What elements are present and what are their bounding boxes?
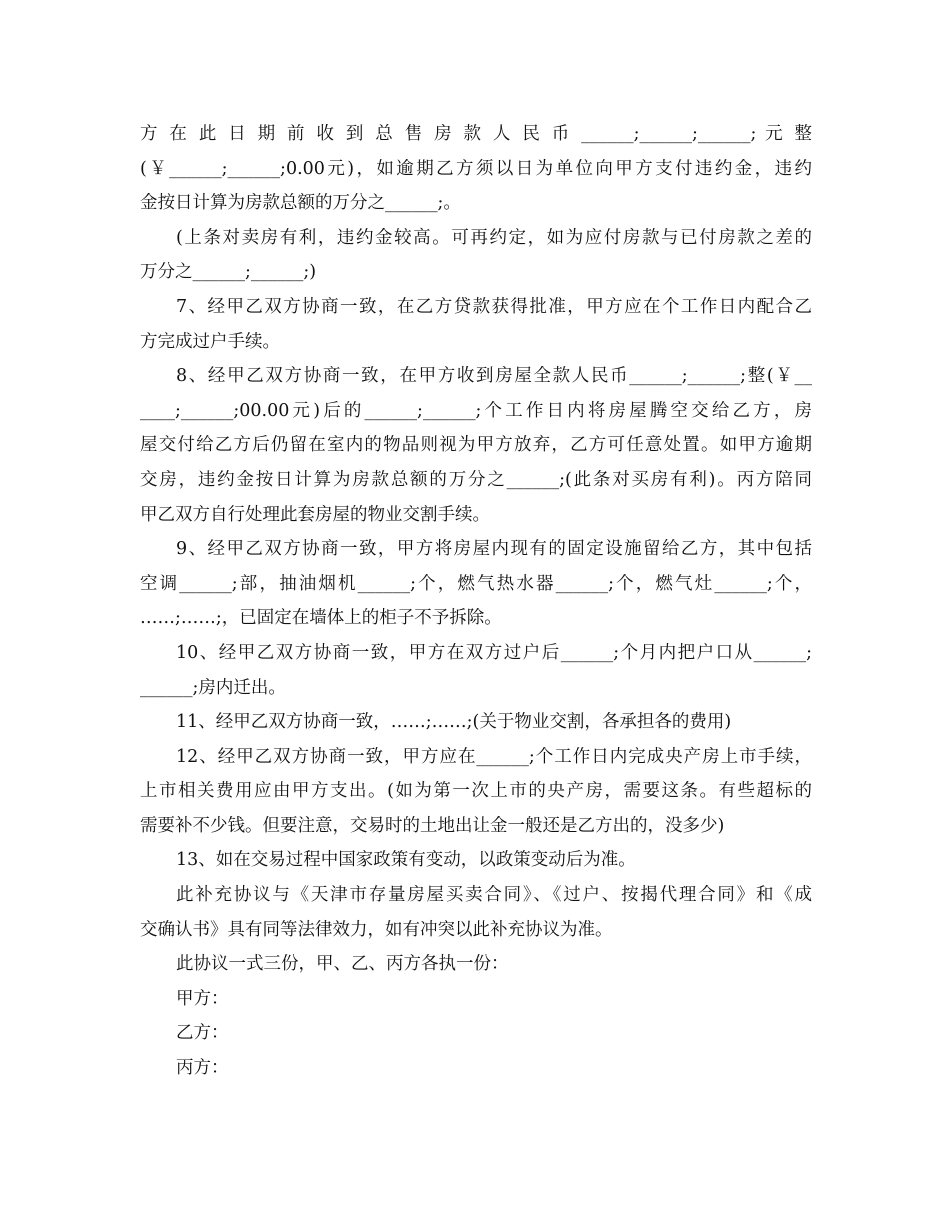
text-line: 10、经甲乙双方协商一致，甲方在双方过户后______;个月内把户口从______;	[176, 642, 812, 663]
text-line: 方 在 此 日 期 前 收 到 总 售 房 款 人 民 币 ______;______;______; 元 整	[140, 124, 812, 144]
text-line: 11、经甲乙双方协商一致，……;……;(关于物业交割，各承担各的费用)	[176, 712, 732, 733]
text-line: (上条对卖房有利，违约金较高。可再约定，如为应付房款与已付房款之差的	[176, 227, 812, 248]
text-line: 此补充协议与《天津市存量房屋买卖合同》、《过户、按揭代理合同》和《成	[176, 885, 812, 906]
text-line: ____;______;00.00元)后的______;______;个工作日内将房屋腾空交给乙方，房	[140, 400, 812, 421]
text-line: 上市相关费用应由甲方支出。(如为第一次上市的央产房，需要这条。有些超标的	[140, 781, 812, 802]
text-line: 13、如在交易过程中国家政策有变动，以政策变动后为准。	[176, 850, 636, 871]
text-line: 甲乙双方自行处理此套房屋的物业交割手续。	[140, 504, 490, 525]
text-line: 此协议一式三份，甲、乙、丙方各执一份：	[176, 954, 509, 975]
text-line: 金按日计算为房款总额的万分之______;。	[140, 193, 461, 214]
text-line: (￥______;______;0.00元)，如逾期乙方须以日为单位向甲方支付违约金，违约	[140, 158, 812, 179]
signature-party-b: 乙方：	[176, 1023, 229, 1044]
text-line: 屋交付给乙方后仍留在室内的物品则视为甲方放弃，乙方可任意处置。如甲方逾期	[140, 435, 812, 456]
text-line: 需要补不少钱。但要注意，交易时的土地出让金一般还是乙方出的，没多少)	[140, 815, 725, 836]
text-line: 方完成过户手续。	[140, 331, 280, 352]
text-line: 交确认书》具有同等法律效力，如有冲突以此补充协议为准。	[140, 919, 613, 940]
text-line: 交房，违约金按日计算为房款总额的万分之______;(此条对买房有利)。丙方陪同	[140, 469, 812, 490]
text-line: 8、经甲乙双方协商一致，在甲方收到房屋全款人民币______;______;整(￥__	[176, 366, 812, 387]
text-line: 空调______;部，抽油烟机______;个，燃气热水器______;个，燃气灶______;个，	[140, 573, 812, 594]
text-line: 12、经甲乙双方协商一致，甲方应在______;个工作日内完成央产房上市手续，	[176, 746, 812, 767]
text-line: ……;……;，已固定在墙体上的柜子不予拆除。	[140, 608, 502, 629]
text-line: 万分之______;______;)	[140, 262, 317, 283]
document-body	[140, 117, 812, 1086]
text-line: ______;房内迁出。	[140, 677, 286, 698]
text-line: 9、经甲乙双方协商一致，甲方将房屋内现有的固定设施留给乙方，其中包括	[176, 539, 812, 560]
signature-party-c: 丙方：	[176, 1058, 229, 1079]
text-line: 7、经甲乙双方协商一致，在乙方贷款获得批准，甲方应在个工作日内配合乙	[176, 296, 812, 317]
signature-party-a: 甲方：	[176, 988, 229, 1009]
